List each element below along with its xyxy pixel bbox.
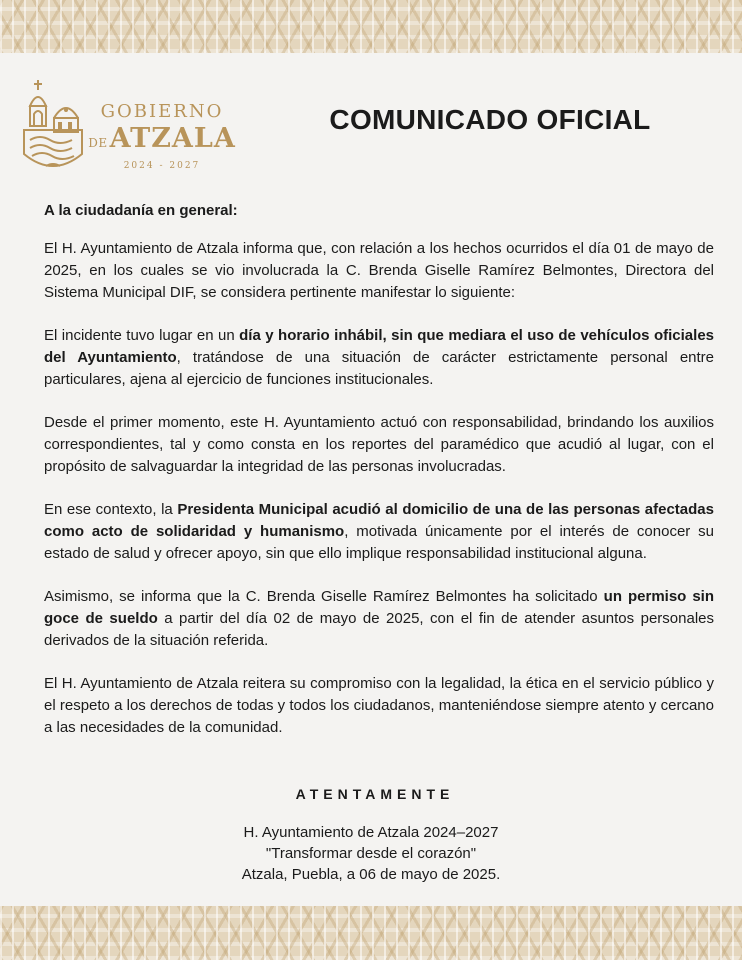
paragraph-5-bold: un permiso sin goce de sueldo bbox=[44, 588, 714, 627]
paragraph-4-text-a: En ese contexto, la bbox=[44, 501, 178, 518]
page-title: COMUNICADO OFICIAL bbox=[329, 104, 651, 135]
paragraph-2-text-c: , tratándose de una situación de carácter estrictamente personal entre particulares, ajena al ejercicio de funciones institucionales. bbox=[44, 349, 715, 388]
paragraph-1: El H. Ayuntamiento de Atzala informa que, con relación a los hechos ocurridos el día 01 de mayo de 2025, en los cuales se vio involucrada la C. Brenda Giselle Ramírez Belmontes, Directora del Sistema Municipal DIF, se considera pertinente manifestar lo siguiente: bbox=[44, 240, 714, 301]
paragraph-4 bbox=[44, 499, 714, 565]
paragraph-5-text-a: Asimismo, se informa que la C. Brenda Giselle Ramírez Belmontes ha solicitado bbox=[44, 588, 604, 605]
paragraph-4-text-c: , motivada únicamente por el interés de conocer su estado de salud y ofrecer apoyo, sin que ello implique responsabilidad institucional alguna. bbox=[44, 523, 714, 562]
logo-years-text: 2024 - 2027 bbox=[123, 161, 201, 171]
greeting: A la ciudadanía en general: bbox=[44, 202, 238, 219]
church-emblem-icon bbox=[20, 78, 86, 178]
logo-atzala-text: ATZALA bbox=[109, 123, 236, 154]
signoff-block bbox=[0, 786, 742, 885]
paragraph-2-bold: día y horario inhábil, sin que mediara el uso de vehículos oficiales del Ayuntamiento bbox=[44, 327, 714, 366]
paragraph-2 bbox=[44, 325, 714, 391]
logo-wordmark bbox=[88, 101, 236, 172]
closing-atentamente: ATENTAMENTE bbox=[295, 786, 455, 802]
signature-line-3: Atzala, Puebla, a 06 de mayo de 2025. bbox=[241, 866, 501, 883]
top-decorative-band bbox=[0, 0, 742, 53]
communique-body bbox=[44, 200, 714, 760]
signature-line-2: "Transformar desde el corazón" bbox=[265, 845, 477, 862]
logo-name-row bbox=[88, 122, 236, 160]
gobierno-atzala-logo bbox=[20, 78, 236, 178]
logo-gobierno-text: GOBIERNO bbox=[100, 101, 224, 122]
signature-lines bbox=[0, 822, 742, 885]
paragraph-4-bold: Presidenta Municipal acudió al domicilio de una de las personas afectadas como acto de solidaridad y humanismo bbox=[44, 501, 714, 540]
paragraph-5 bbox=[44, 586, 714, 652]
logo-de-text: DE bbox=[88, 136, 108, 150]
paragraph-5-text-c: a partir del día 02 de mayo de 2025, con el fin de atender asuntos personales derivados de la situación referida. bbox=[44, 610, 714, 649]
paragraph-3: Desde el primer momento, este H. Ayuntamiento actuó con responsabilidad, brindando los auxilios correspondientes, tal y como consta en los reportes del paramédico que acudió al lugar, con el propósito de salvaguardar la integridad de las personas involucradas. bbox=[44, 414, 714, 475]
signature-line-1: H. Ayuntamiento de Atzala 2024–2027 bbox=[243, 824, 499, 841]
paragraph-6: El H. Ayuntamiento de Atzala reitera su compromiso con la legalidad, la ética en el servicio público y el respeto a los derechos de todas y todos los ciudadanos, manteniéndose siempre atento y cercano a las necesidades de la comunidad. bbox=[44, 675, 714, 736]
bottom-decorative-band bbox=[0, 906, 742, 960]
paragraph-2-text-a: El incidente tuvo lugar en un bbox=[44, 327, 240, 344]
